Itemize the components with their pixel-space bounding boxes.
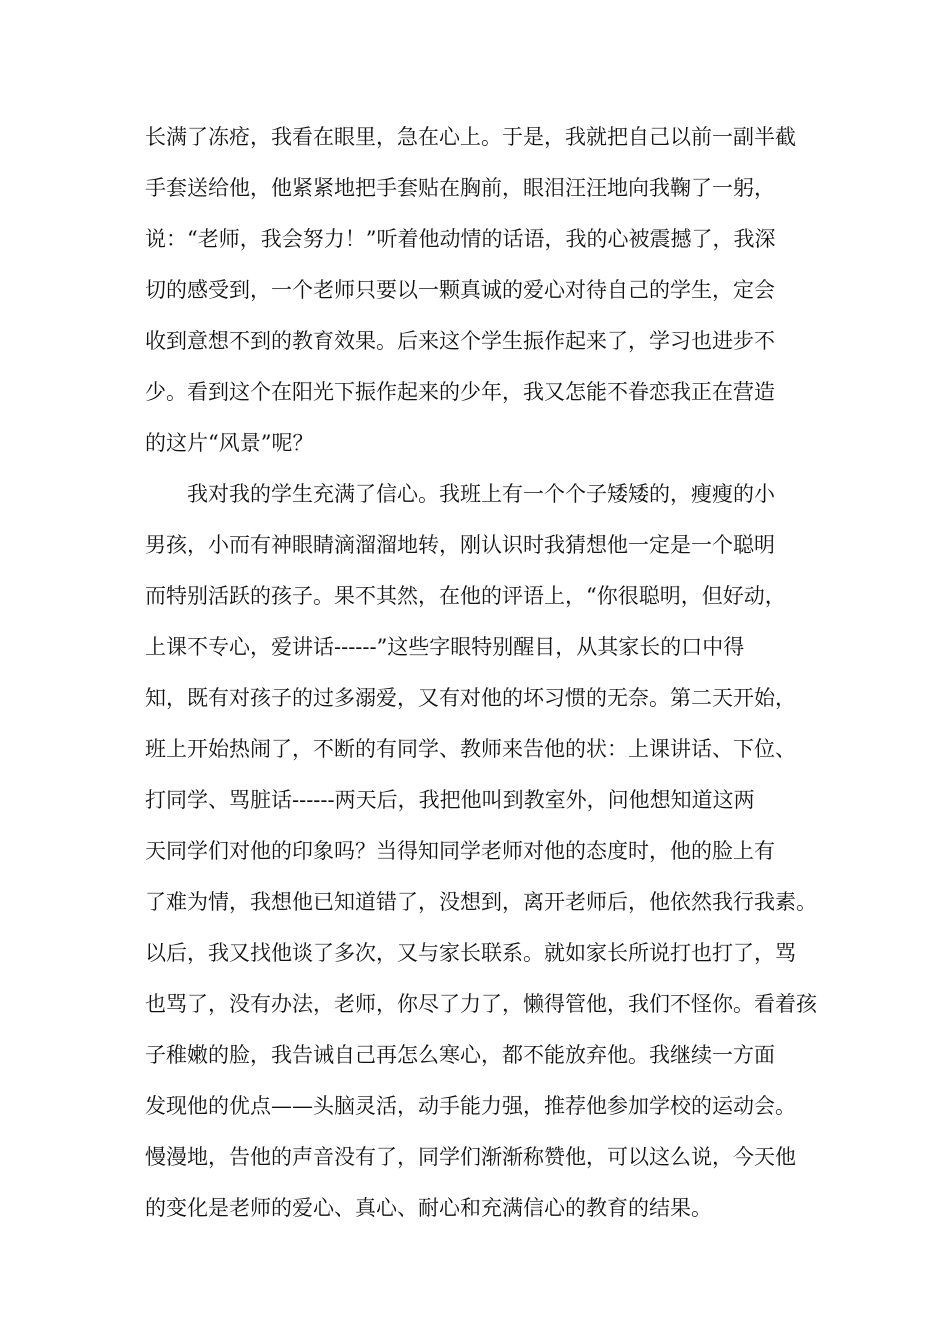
text-line: 而特别活跃的孩子。果不其然，在他的评语上，“你很聪明，但好动， <box>145 584 786 608</box>
text-line: 班上开始热闹了，不断的有同学、教师来告他的状：上课讲话、下位、 <box>145 737 796 761</box>
text-line: 了难为情，我想他已知道错了，没想到，离开老师后，他依然我行我素。 <box>145 890 817 914</box>
text-line: 以后，我又找他谈了多次，又与家长联系。就如家长所说打也打了，骂 <box>145 941 796 965</box>
text-line: 手套送给他，他紧紧地把手套贴在胸前，眼泪汪汪地向我鞠了一躬， <box>145 176 775 200</box>
text-line: 天同学们对他的印象吗？当得知同学老师对他的态度时，他的脸上有 <box>145 839 775 863</box>
text-line: 发现他的优点——头脑灵活，动手能力强，推荐他参加学校的运动会。 <box>145 1094 796 1118</box>
paragraph-1 <box>145 112 810 469</box>
text-line: 也骂了，没有办法，老师，你尽了力了，懒得管他，我们不怪你。看着孩 <box>145 992 817 1016</box>
text-line: 收到意想不到的教育效果。后来这个学生振作起来了，学习也进步不 <box>145 329 775 353</box>
text-line: 切的感受到，一个老师只要以一颗真诚的爱心对待自己的学生，定会 <box>145 278 775 302</box>
text-line: 男孩，小而有神眼睛滴溜溜地转，刚认识时我猜想他一定是一个聪明 <box>145 533 775 557</box>
document-body <box>145 112 817 1234</box>
paragraph-2 <box>145 469 817 1234</box>
text-line: 子稚嫩的脸，我告诫自己再怎么寒心，都不能放弃他。我继续一方面 <box>145 1043 775 1067</box>
text-line: 上课不专心，爱讲话------”这些字眼特别醒目，从其家长的口中得 <box>145 635 745 659</box>
text-line: 长满了冻疮，我看在眼里，急在心上。于是，我就把自己以前一副半截 <box>145 125 796 149</box>
text-line: 打同学、骂脏话------两天后，我把他叫到教室外，问他想知道这两 <box>145 788 755 812</box>
text-line: 的变化是老师的爱心、真心、耐心和充满信心的教育的结果。 <box>145 1196 712 1220</box>
text-line: 慢漫地，告他的声音没有了，同学们渐渐称赞他，可以这么说，今天他 <box>145 1145 796 1169</box>
text-line: 少。看到这个在阳光下振作起来的少年，我又怎能不眷恋我正在营造 <box>145 380 775 404</box>
text-line: 的这片“风景”呢？ <box>145 431 314 455</box>
text-line: 知，既有对孩子的过多溺爱，又有对他的坏习惯的无奈。第二天开始， <box>145 686 796 710</box>
text-line: 我对我的学生充满了信心。我班上有一个个子矮矮的，瘦瘦的小 <box>187 482 775 506</box>
text-line: 说：“老师，我会努力！”听着他动情的话语，我的心被震撼了，我深 <box>145 227 776 251</box>
